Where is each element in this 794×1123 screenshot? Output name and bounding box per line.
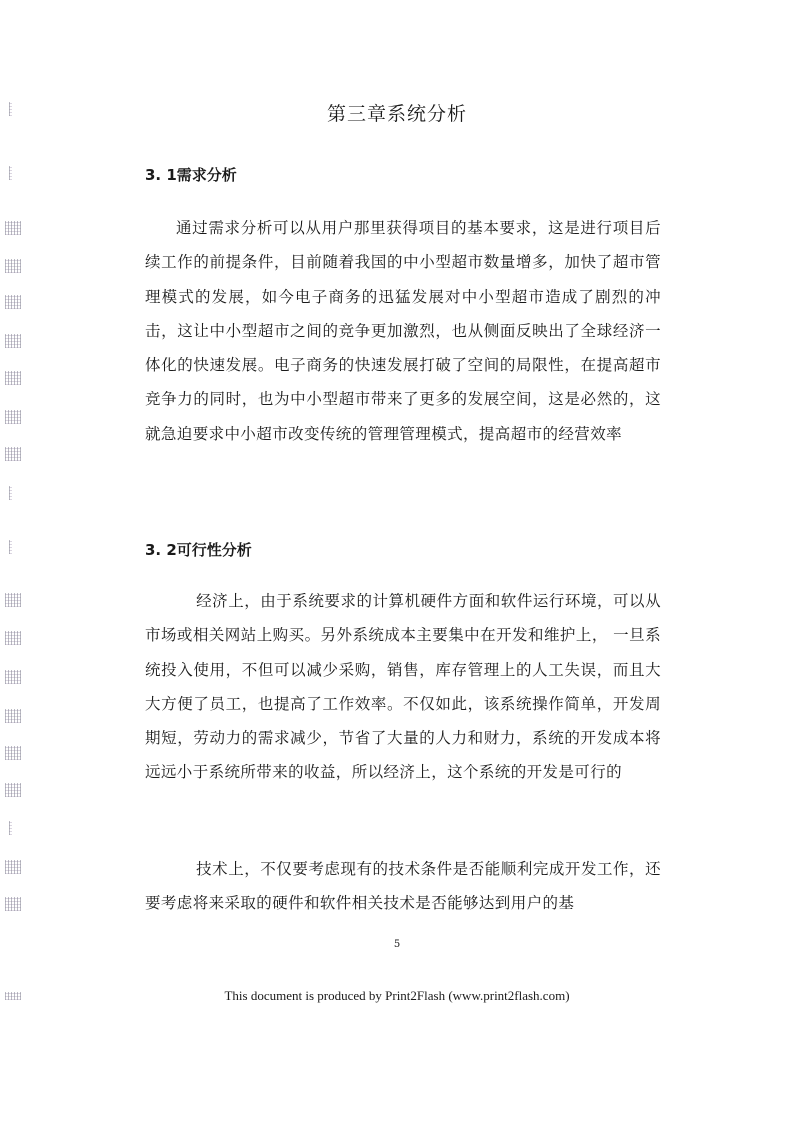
margin-mark (5, 259, 21, 273)
page-number: 5 (393, 939, 401, 950)
paragraph-requirements: 通过需求分析可以从用户那里获得项目的基本要求，这是进行项目后续工作的前提条件，目前随着我国的中小型超市数量增多，加快了超市管理模式的发展，如今电子商务的迅猛发展对中小型超市造成了剧烈的冲击，这让中小型超市之间的竞争更加激烈，也从侧面反映出了全球经济一体化的快速发展。电子商务的快速发展打破了空间的局限性，在提高超市竞争力的同时，也为中小型超市带来了更多的发展空间，这是必然的，这就急迫要求中小超市改变传统的管理管理模式，提高超市的经营效率 (145, 219, 661, 443)
margin-mark (5, 295, 21, 309)
margin-mark (9, 486, 12, 500)
margin-mark (5, 334, 21, 348)
section-heading-feasibility: 3. 2可行性分析 (145, 541, 252, 559)
margin-mark (5, 593, 21, 607)
margin-mark (5, 221, 21, 235)
margin-mark (5, 447, 21, 461)
margin-mark (5, 860, 21, 874)
margin-mark (5, 371, 21, 385)
margin-mark (5, 783, 21, 797)
margin-mark (5, 709, 21, 723)
margin-mark (9, 540, 12, 554)
paragraph-economic-feasibility: 经济上，由于系统要求的计算机硬件方面和软件运行环境，可以从市场或相关网站上购买。另外系统成本主要集中在开发和维护上， 一旦系统投入使用，不但可以减少采购，销售，库存管理上的人工失误，而且大大方便了员工，也提高了工作效率。不仅如此，该系统操作简单，开发周期短，劳动力的需求减少，节省了大量的人力和财力，系统的开发成本将远远小于系统所带来的收益，所以经济上，这个系统的开发是可行的 (145, 592, 661, 782)
margin-mark (9, 166, 12, 180)
margin-mark (5, 897, 21, 911)
paragraph-technical-feasibility: 技术上，不仅要考虑现有的技术条件是否能顺利完成开发工作，还要考虑将来采取的硬件和软件相关技术是否能够达到用户的基 (145, 860, 661, 913)
margin-mark (9, 821, 12, 835)
margin-mark (5, 410, 21, 424)
section-heading-requirements: 3. 1需求分析 (145, 166, 237, 184)
margin-mark (5, 631, 21, 645)
footer-note: This document is produced by Print2Flash (www.print2flash.com) (224, 988, 570, 1003)
chapter-title: 第三章系统分析 (326, 103, 467, 125)
margin-mark (5, 746, 21, 760)
margin-mark (5, 670, 21, 684)
